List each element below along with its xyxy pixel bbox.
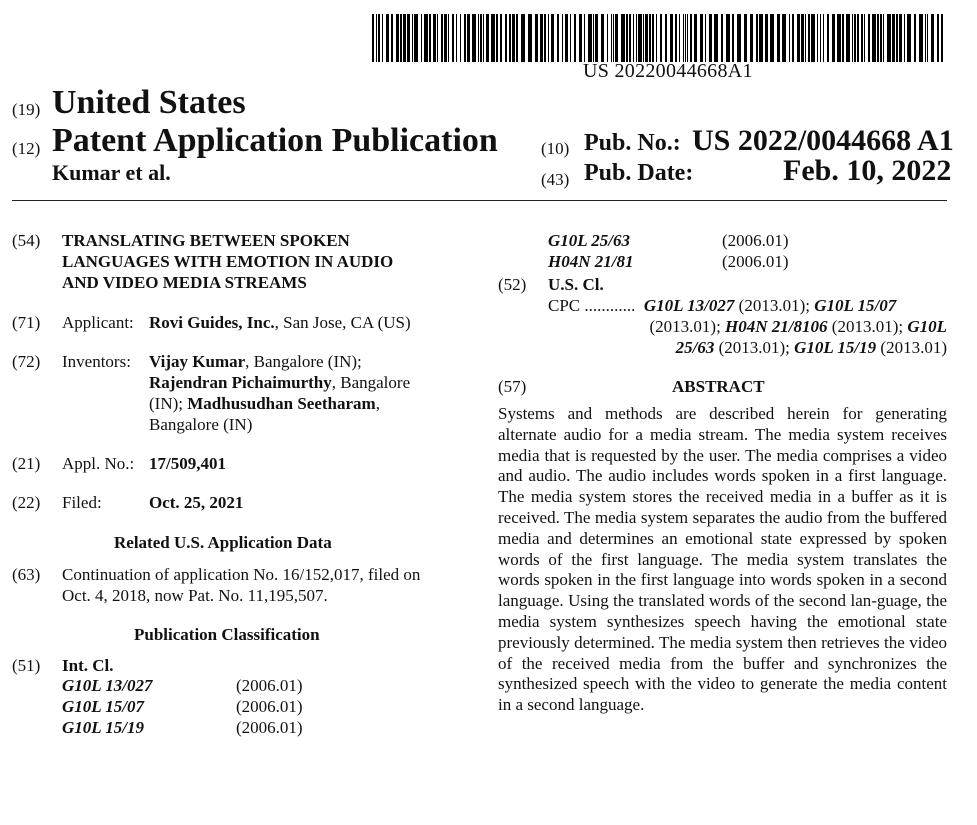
inventor-3-name: Madhusudhan Seetharam — [187, 394, 376, 413]
pubno-label: Pub. No.: — [584, 130, 681, 156]
filed-code: (22) — [12, 493, 41, 512]
document-number: US 20220044668A1 — [583, 60, 753, 82]
intcl-row-code: H04N 21/81 — [548, 252, 634, 271]
intcl-row-year: (2006.01) — [722, 231, 789, 250]
continuation-code: (63) — [12, 565, 41, 584]
pubdate-value: Feb. 10, 2022 — [783, 154, 952, 187]
cpc-year: (2013.01); — [734, 296, 815, 315]
inventor-1-location: , Bangalore (IN); — [245, 352, 362, 371]
first-inventor-line: Kumar et al. — [52, 160, 171, 185]
inventor-2-country: (IN); — [149, 394, 188, 413]
inventor-2-name: Rajendran Pichaimurthy — [149, 373, 332, 392]
cpc-line-2 — [650, 316, 948, 337]
country-code: (19) — [12, 100, 41, 119]
header-divider — [12, 200, 947, 201]
pubno-value: US 2022/0044668 A1 — [692, 124, 954, 157]
cpc-year: (2013.01); — [827, 317, 908, 336]
cpc-code: 25/63 — [675, 338, 715, 357]
intcl-row-code: G10L 15/07 — [62, 697, 145, 716]
cpc-code: H04N 21/8106 — [725, 317, 828, 336]
uscl-code: (52) — [498, 275, 527, 294]
applno-label: Appl. No.: — [62, 454, 135, 473]
applicant-name: Rovi Guides, Inc. — [149, 313, 275, 332]
inventor-1-name: Vijay Kumar — [149, 352, 246, 371]
pubdate-label: Pub. Date: — [584, 160, 694, 186]
inventor-2 — [149, 372, 410, 393]
country-title: United States — [52, 84, 246, 121]
inventors-label: Inventors: — [62, 352, 131, 371]
applicant-location: , San Jose, CA (US) — [274, 313, 411, 332]
related-data-heading: Related U.S. Application Data — [114, 533, 332, 552]
inventor-3-location: Bangalore (IN) — [149, 415, 253, 434]
filed-label: Filed: — [62, 493, 102, 512]
cpc-code: G10L 15/19 — [794, 338, 877, 357]
intcl-label: Int. Cl. — [62, 656, 114, 675]
abstract-body: Systems and methods are described herein for generating alternate audio for a media stream. The media system receives media that is requested by the user. The media comprises a video and audio. The audio includes words spoken in a first language. The media system stores the received media in a buffer as it is received. The media system separates the audio from the buffered media and determines an emotional state expressed by spoken words of the first language. The media system translates the words spoken in the first language into words spoken in a second language. Using the translated words of the second lan-guage, the media system synthesizes speech having the emotional state previously determined. The media system then retrieves the video of the received media from the buffer and synchronizes the synthesized speech with the video to generate the media content in a second language. — [498, 404, 947, 715]
intcl-code: (51) — [12, 656, 41, 675]
cpc-code: G10L 15/07 — [814, 296, 897, 315]
cpc-code: G10L 13/027 — [643, 296, 735, 315]
intcl-row-year: (2006.01) — [722, 252, 789, 271]
pubtype-code: (12) — [12, 139, 41, 158]
inventors-code: (72) — [12, 352, 41, 371]
intcl-row-code: G10L 15/19 — [62, 718, 145, 737]
publication-classification-heading: Publication Classification — [134, 625, 320, 644]
continuation-line-1: Continuation of application No. 16/152,017, filed on — [62, 565, 421, 584]
continuation-line-2: Oct. 4, 2018, now Pat. No. 11,195,507. — [62, 586, 328, 605]
intcl-row-code: G10L 25/63 — [548, 231, 631, 250]
barcode-image — [372, 14, 946, 62]
abstract-code: (57) — [498, 377, 527, 396]
intcl-row-code: G10L 13/027 — [62, 676, 153, 695]
cpc-label: CPC — [548, 296, 581, 315]
inventor-1 — [149, 351, 362, 372]
cpc-year: (2013.01) — [876, 338, 947, 357]
inventor-2-location: , Bangalore — [331, 373, 411, 392]
cpc-year: (2013.01); — [649, 317, 726, 336]
title-line-2: LANGUAGES WITH EMOTION IN AUDIO — [62, 252, 394, 271]
cpc-line-1 — [548, 295, 896, 316]
cpc-line-3 — [676, 337, 947, 358]
inventor-3-comma: , — [375, 394, 380, 413]
inventor-3 — [149, 393, 380, 414]
cpc-year: (2013.01); — [714, 338, 795, 357]
abstract-heading: ABSTRACT — [672, 377, 765, 396]
applicant-code: (71) — [12, 313, 41, 332]
title-line-3: AND VIDEO MEDIA STREAMS — [62, 273, 307, 292]
filed-value: Oct. 25, 2021 — [149, 493, 244, 512]
intcl-row-year: (2006.01) — [236, 697, 303, 716]
title-line-1: TRANSLATING BETWEEN SPOKEN — [62, 231, 350, 250]
uscl-label: U.S. Cl. — [548, 275, 604, 294]
pubdate-code: (43) — [541, 170, 570, 189]
cpc-dots: ............ — [584, 296, 636, 315]
intcl-row-year: (2006.01) — [236, 676, 303, 695]
pubno-code: (10) — [541, 139, 570, 158]
applno-value: 17/509,401 — [149, 454, 226, 473]
cpc-code: G10L — [907, 317, 947, 336]
publication-type-title: Patent Application Publication — [52, 122, 498, 159]
applicant-line — [149, 312, 411, 333]
applicant-label: Applicant: — [62, 313, 134, 332]
applno-code: (21) — [12, 454, 41, 473]
title-code: (54) — [12, 231, 41, 250]
intcl-row-year: (2006.01) — [236, 718, 303, 737]
